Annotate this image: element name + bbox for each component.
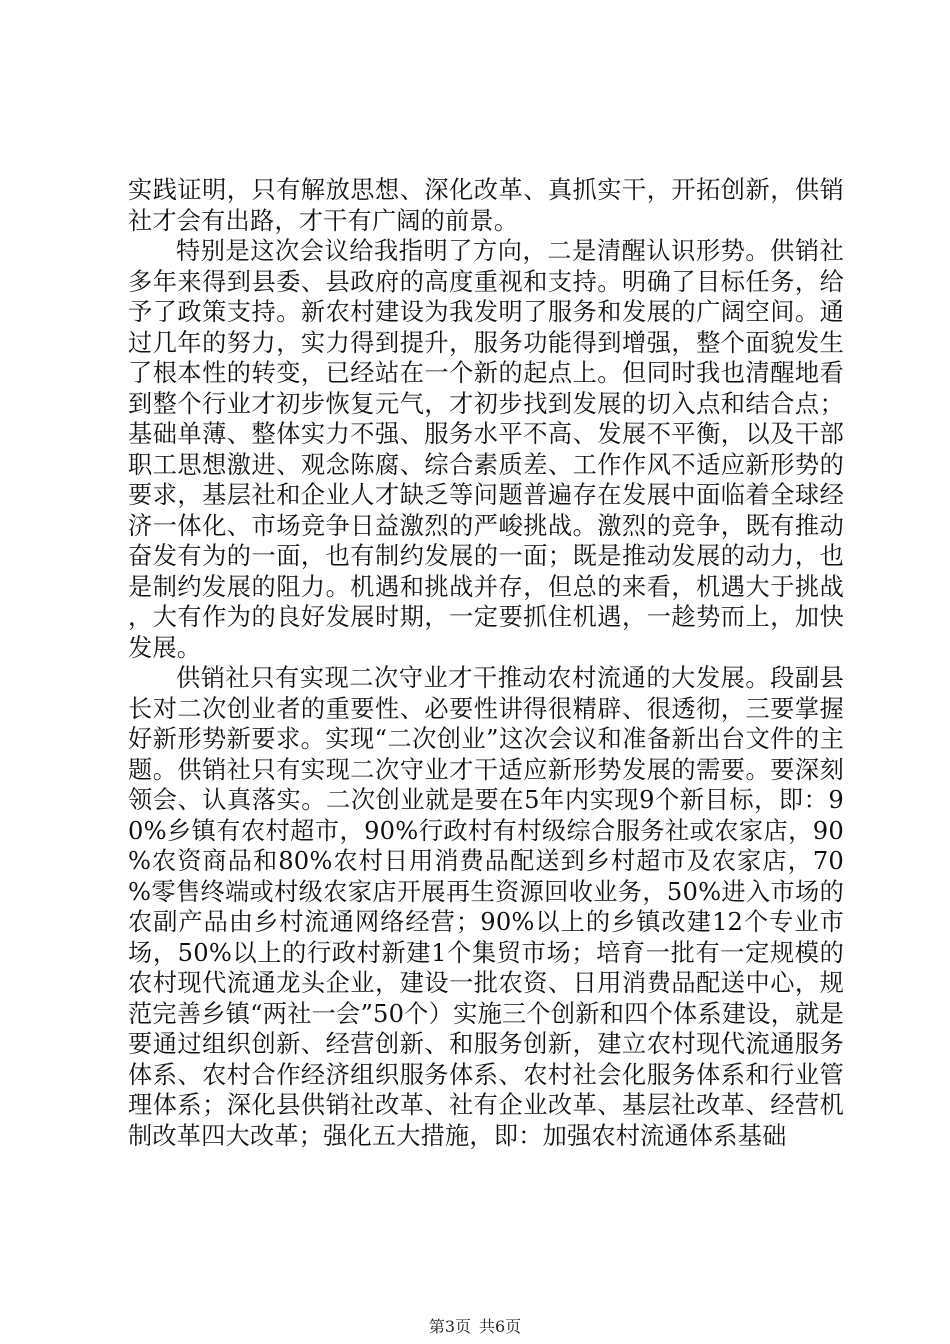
page-total: 共6页 xyxy=(479,1317,522,1336)
paragraph-2: 特别是这次会议给我指明了方向，二是清醒认识形势。供销社多年来得到县委、县政府的高度重视和支持。明确了目标任务，给予了政策支持。新农村建设为我发明了服务和发展的广阔空间。通过几年的努力，实力得到提升，服务功能得到增强，整个面貌发生了根本性的转变，已经站在一个新的起点上。但同时我也清醒地看到整个行业才初步恢复元气，才初步找到发展的切入点和结合点；基础单薄、整体实力不强、服务水平不高、发展不平衡，以及干部职工思想激进、观念陈腐、综合素质差、工作作风不适应新形势的要求，基层社和企业人才缺乏等问题普遍存在发展中面临着全球经济一体化、市场竞争日益激烈的严峻挑战。激烈的竞争，既有推动奋发有为的一面，也有制约发展的一面；既是推动发展的动力，也是制约发展的阻力。机遇和挑战并存，但总的来看，机遇大于挑战，大有作为的良好发展时期，一定要抓住机遇，一趁势而上，加快发展。 xyxy=(128,237,844,662)
page-number: 第3页 xyxy=(428,1317,471,1336)
document-body xyxy=(128,175,844,1151)
paragraph-3: 供销社只有实现二次守业才干推动农村流通的大发展。段副县长对二次创业者的重要性、必要性讲得很精辟、很透彻，三要掌握好新形势新要求。实现“二次创业”这次会议和准备新出台文件的主题。供销社只有实现二次守业才干适应新形势发展的需要。要深刻领会、认真落实。二次创业就是要在5年内实现9个新目标，即：90%乡镇有农村超市，90%行政村有村级综合服务社或农家店，90%农资商品和80%农村日用消费品配送到乡村超市及农家店，70%零售终端或村级农家店开展再生资源回收业务，50%进入市场的农副产品由乡村流通网络经营；90%以上的乡镇改建12个专业市场，50%以上的行政村新建1个集贸市场；培育一批有一定规模的农村现代流通龙头企业，建设一批农资、日用消费品配送中心，规范完善乡镇“两社一会”50个）实施三个创新和四个体系建设，就是要通过组织创新、经营创新、和服务创新，建立农村现代流通服务体系、农村合作经济组织服务体系、农村社会化服务体系和行业管理体系；深化县供销社改革、社有企业改革、基层社改革、经营机制改革四大改革；强化五大措施，即：加强农村流通体系基础 xyxy=(128,664,844,1150)
paragraph-1: 实践证明，只有解放思想、深化改革、真抓实干，开拓创新，供销社才会有出路，才干有广阔的前景。 xyxy=(128,176,844,235)
page-footer xyxy=(0,1318,950,1336)
